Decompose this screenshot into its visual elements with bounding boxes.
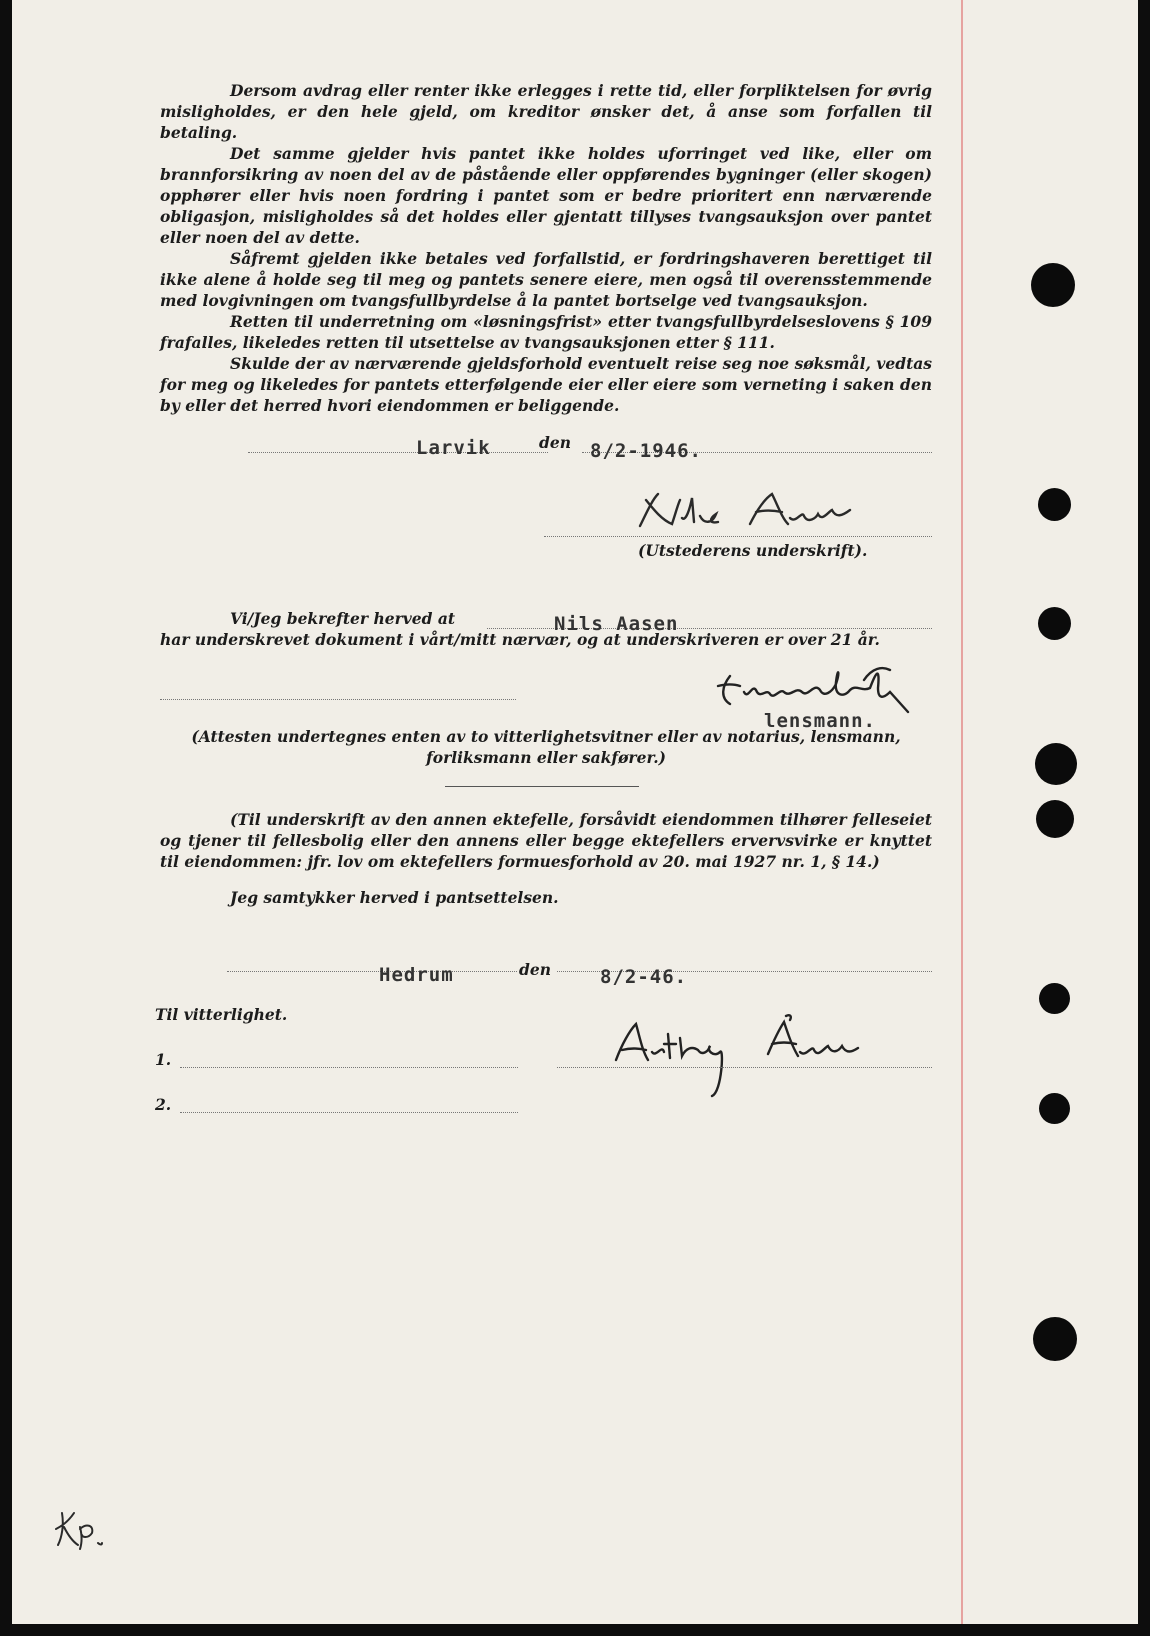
den-label: den: [539, 433, 571, 452]
attest-title: lensmann.: [764, 710, 876, 732]
consent-place: Hedrum: [379, 964, 454, 986]
issuer-signature: [632, 488, 862, 533]
punch-hole: [1039, 1093, 1070, 1124]
document-page: [12, 0, 1138, 1624]
place-line: [248, 452, 548, 453]
punch-hole: [1038, 488, 1071, 521]
punch-hole: [1036, 800, 1074, 838]
consent-den-label: den: [519, 960, 551, 979]
clause-1: Dersom avdrag eller renter ikke erlegges i rette tid, eller forpliktelsen for øvrig misligholdes, er den hele gjeld, om kreditor ønsker det, å anse som forfallen til betaling.: [160, 81, 932, 142]
clause-3: Såfremt gjelden ikke betales ved forfallstid, er fordringshaveren berettiget til ikke alene å holde seg til meg og pantets senere eiere, men også til overensstemmende med lovgivningen om tvangsfullbyrdelse å la pantet bortselge ved tvangsauksjon.: [160, 249, 932, 310]
punch-hole: [1031, 263, 1075, 307]
margin-initials: [52, 1505, 134, 1550]
witness-2-label: 2.: [155, 1095, 172, 1114]
margin-rule: [961, 0, 963, 1624]
punch-hole: [1033, 1317, 1077, 1361]
spouse-signature-line: [557, 1067, 932, 1068]
clause-2: Det samme gjelder hvis pantet ikke holdes uforringet ved like, eller om brannforsikring av noen del av de påstående eller oppførendes bygninger (eller skogen) opphører eller hvis noen fordring i pantet som er bedre prioritert enn nærværende obligasjon, misligholdes så det holdes eller gjentatt tillyses tvangsauksjon over pantet eller noen del av dette.: [160, 144, 932, 247]
witness-label: Til vitterlighet.: [155, 1005, 288, 1024]
attest-signature: [712, 662, 952, 714]
signature-line: [544, 536, 932, 537]
witness-1-line: [180, 1067, 518, 1068]
separator-line: [445, 786, 639, 787]
attest-intro: Vi/Jeg bekrefter herved at: [230, 609, 456, 628]
issuer-date: 8/2-1946.: [590, 440, 702, 462]
terms-text: [160, 80, 932, 416]
attest-left-line: [160, 699, 516, 700]
punch-hole: [1039, 983, 1070, 1014]
margin-initials-text: Kp.: [132, 1535, 134, 1536]
signature-caption: (Utstederens underskrift).: [638, 541, 868, 560]
clause-5: Skulde der av nærværende gjeldsforhold eventuelt reise seg noe søksmål, vedtas for meg og likeledes for pantets etterfølgende eier eller eiere som verneting i saken den by eller det herred hvori eiendommen er beliggende.: [160, 354, 932, 415]
attest-note: [160, 726, 932, 768]
witness-1-label: 1.: [155, 1050, 172, 1069]
spouse-note: [160, 809, 932, 872]
issuer-place: Larvik: [416, 437, 491, 459]
attest-line2: har underskrevet dokument i vårt/mitt nærvær, og at underskriveren er over 21 år.: [160, 630, 880, 649]
spouse-note-text: (Til underskrift av den annen ektefelle, forsåvidt eiendommen tilhører felleseiet og tjener til fellesbolig eller den annens eller begge ektefellers ervervsvirke er knyttet til eiendommen: jfr. lov om ektefellers formuesforhold av 20. mai 1927 nr. 1, § 14.): [160, 810, 932, 871]
punch-hole: [1035, 743, 1077, 785]
consent-date: 8/2-46.: [600, 966, 688, 988]
attest-note-text: (Attesten undertegnes enten av to vitterlighetsvitner eller av notarius, lensmann, forliksmann eller sakfører.): [191, 727, 901, 767]
consent-text: Jeg samtykker herved i pantsettelsen.: [230, 888, 559, 907]
witness-2-line: [180, 1112, 518, 1113]
clause-4: Retten til underretning om «løsningsfrist» etter tvangsfullbyrdelseslovens § 109 frafalles, likeledes retten til utsettelse av tvangsauksjonen etter § 111.: [160, 312, 932, 352]
punch-hole: [1038, 607, 1071, 640]
consent-place-line: [227, 971, 517, 972]
attest-name: Nils Aasen: [554, 613, 679, 635]
spouse-signature: [602, 1012, 882, 1102]
